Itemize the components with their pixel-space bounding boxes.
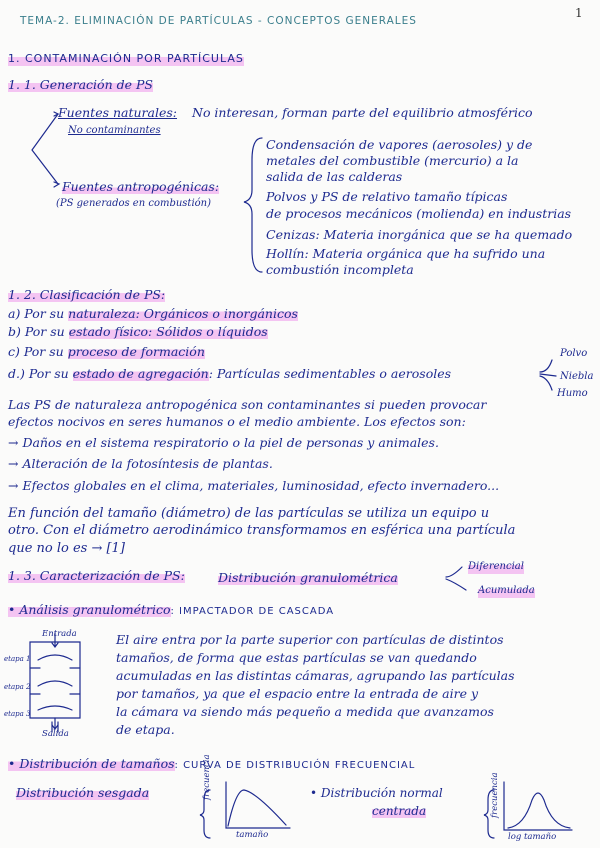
sources-branch	[32, 114, 58, 184]
anthro-item-1-line-3: salida de las calderas	[266, 169, 403, 184]
size-dist-label: • Distribución de tamaños	[8, 756, 175, 771]
axis-x-tamano: tamaño	[236, 830, 269, 840]
class-d-key: estado de agregación	[72, 366, 209, 381]
size-para-line-1: En función del tamaño (diámetro) de las partículas se utiliza un equipo u	[8, 506, 490, 521]
natural-sources-desc: No interesan, forman parte del equilibrio atmosférico	[192, 105, 533, 120]
class-a-prefix: a) Por su	[8, 306, 65, 321]
section-1-3-heading: 1. 3. Caracterización de PS:	[8, 568, 185, 583]
class-c-key: proceso de formación	[67, 344, 205, 359]
class-b-rest: : Sólidos o líquidos	[148, 324, 268, 339]
analysis-text-2: tamaños, de forma que estas partículas se van quedando	[116, 650, 477, 665]
page-number: 1	[575, 6, 583, 20]
analysis-text-5: la cámara va siendo más pequeño a medida que avanzamos	[116, 704, 494, 719]
diagram-stage-2: etapa 2	[4, 683, 31, 691]
skewed-curve	[228, 790, 286, 826]
page-title: TEMA-2. ELIMINACIÓN DE PARTÍCULAS - CONCEPTOS GENERALES	[20, 15, 417, 27]
normal-curve	[508, 793, 570, 828]
analysis-text-3: acumuladas en las distintas cámaras, agrupando las partículas	[116, 668, 515, 683]
anthro-sources-label: Fuentes antropogénicas:	[62, 179, 220, 194]
dist-type-diferencial: Diferencial	[468, 561, 524, 572]
effects-para-line-1: Las PS de naturaleza antropogénica son contaminantes si pueden provocar	[8, 397, 487, 412]
dist-type-acumulada: Acumulada	[478, 585, 535, 596]
class-a-rest: : Orgánicos o inorgánicos	[135, 306, 298, 321]
analysis-text-1: El aire entra por la parte superior con partículas de distintos	[116, 632, 504, 647]
distribution-label: Distribución granulométrica	[218, 570, 398, 585]
skewed-dist-label: Distribución sesgada	[16, 785, 150, 800]
anthro-item-1-line-2: metales del combustible (mercurio) a la	[266, 153, 519, 168]
analysis-label: • Análisis granulométrico	[8, 602, 171, 617]
anthro-sources-sub: (PS generados en combustión)	[56, 198, 212, 209]
normal-dist-label-2: centrada	[372, 804, 427, 818]
analysis-text-6: de etapa.	[116, 722, 175, 737]
class-a-key: naturaleza	[68, 306, 136, 321]
skewed-axes	[226, 782, 290, 828]
anthro-brace	[244, 138, 262, 272]
class-d-rest: : Partículas sedimentables o aerosoles	[208, 366, 452, 381]
natural-sources-sub: No contaminantes	[68, 125, 161, 136]
effect-2: → Alteración de la fotosíntesis de plantas.	[8, 456, 273, 471]
normal-dist-label-1: • Distribución normal	[310, 786, 443, 800]
class-c-prefix: c) Por su	[8, 344, 64, 359]
effect-3: → Efectos globales en el clima, materiales, luminosidad, efecto invernadero...	[8, 478, 500, 493]
section-1-heading: 1. CONTAMINACIÓN POR PARTÍCULAS	[8, 52, 244, 65]
anthro-item-4-line-2: combustión incompleta	[266, 262, 414, 277]
aerosol-humo: Humo	[557, 388, 588, 399]
aerosol-polvo: Polvo	[560, 348, 588, 359]
aerosol-niebla: Niebla	[560, 371, 594, 382]
anthro-item-1-line-1: Condensación de vapores (aerosoles) y de	[266, 137, 533, 152]
anthro-item-2-line-1: Polvos y PS de relativo tamaño típicas	[266, 189, 508, 204]
class-b-prefix: b) Por su	[8, 324, 65, 339]
natural-sources-label: Fuentes naturales:	[58, 105, 178, 120]
size-para-line-3: que no lo es → [1]	[8, 541, 125, 556]
size-dist-method: : CURVA DE DISTRIBUCIÓN FRECUENCIAL	[174, 760, 416, 771]
axis-x-log-tamano: log tamaño	[508, 832, 557, 842]
section-1-1-heading: 1. 1. Generación de PS	[8, 77, 153, 92]
normal-axes	[504, 782, 572, 830]
effect-1: → Daños en el sistema respiratorio o la piel de personas y animales.	[8, 435, 439, 450]
axis-y-frecuencia-2: frecuencia	[490, 772, 500, 818]
class-b-key: estado físico	[68, 324, 149, 339]
analysis-text-4: por tamaños, ya que el espacio entre la entrada de aire y	[116, 686, 479, 701]
diagram-stage-1: etapa 1	[4, 655, 31, 663]
axis-y-frecuencia-1: frecuencia	[202, 754, 212, 800]
anthro-item-4-line-1: Hollín: Materia orgánica que ha sufrido una	[266, 246, 546, 261]
anthro-item-3: Cenizas: Materia inorgánica que se ha quemado	[266, 227, 573, 242]
diagram-entrada: Entrada	[42, 629, 77, 639]
diagram-stage-3: etapa 3	[4, 710, 31, 718]
diagram-salida: Salida	[42, 729, 69, 739]
size-para-line-2: otro. Con el diámetro aerodinámico transformamos en esférica una partícula	[8, 523, 516, 538]
anthro-item-2-line-2: de procesos mecánicos (molienda) en industrias	[266, 206, 572, 221]
analysis-method: : IMPACTADOR DE CASCADA	[170, 606, 335, 617]
class-d-prefix: d.) Por su	[8, 366, 69, 381]
effects-para-line-2: efectos nocivos en seres humanos o el medio ambiente. Los efectos son:	[8, 414, 466, 429]
section-1-2-heading: 1. 2. Clasificación de PS:	[8, 287, 166, 302]
